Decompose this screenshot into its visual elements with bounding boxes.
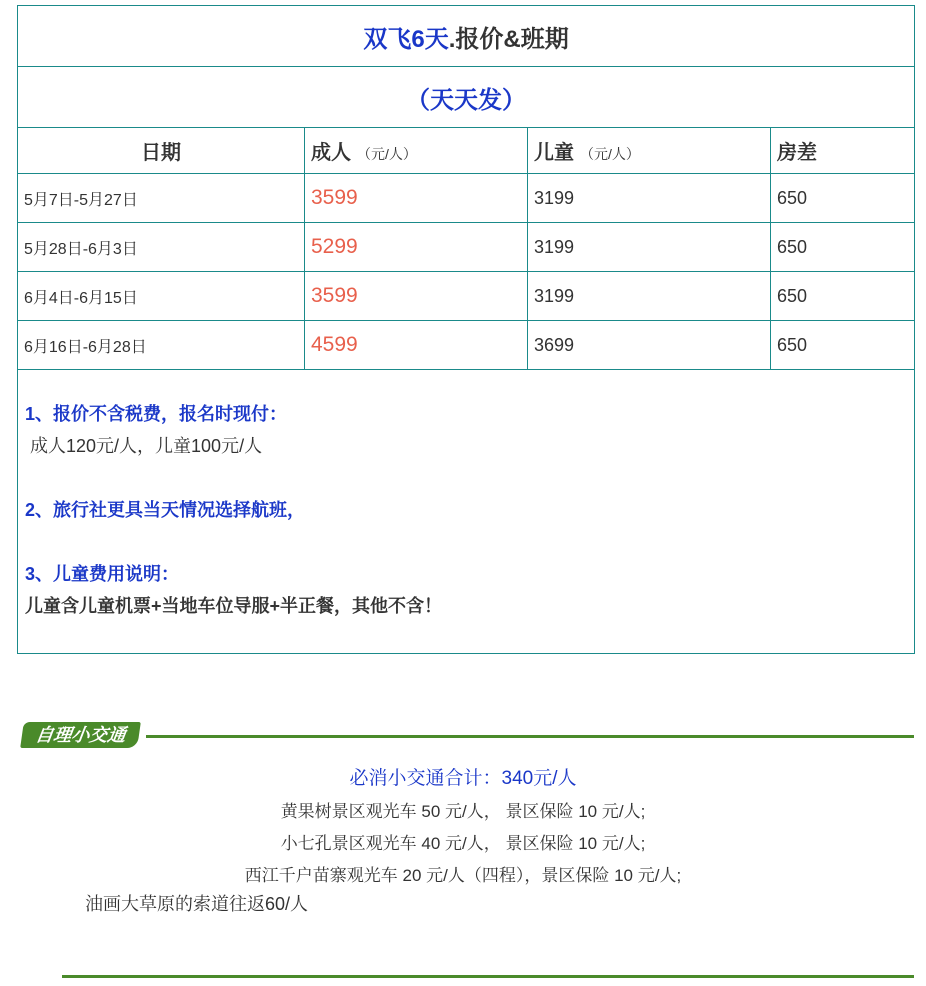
title-blue-part: 双飞6天 [363,25,449,53]
row-child-price: 3199 [528,174,771,223]
row-room-diff: 650 [771,174,915,223]
row-adult-price: 3599 [305,272,528,321]
header-child-unit: （元/人） [580,146,640,162]
note-3-title: 3、儿童费用说明： [25,564,180,584]
header-room-diff: 房差 [771,128,915,174]
note-1-title: 1、报价不含税费，报名时现付： [25,404,288,424]
header-adult [305,128,528,174]
transport-banner: 自理小交通 [20,722,141,748]
header-child [528,128,771,174]
header-adult-label: 成人 [311,142,351,164]
banner-divider [146,735,914,738]
row-child-price: 3199 [528,272,771,321]
table-row [18,223,915,272]
row-adult-price: 3599 [305,174,528,223]
row-room-diff: 650 [771,321,915,370]
row-adult-price: 5299 [305,223,528,272]
note-1-text: 成人120元/人，儿童100元/人 [30,436,263,456]
notes-section [18,370,915,654]
transport-line-1: 黄果树景区观光车 50 元/人， 景区保险 10 元/人; [280,802,646,821]
transport-total: 必消小交通合计：340元/人 [349,768,577,789]
header-adult-unit: （元/人） [357,146,417,162]
row-date: 5月28日-6月3日 [18,223,305,272]
row-date: 6月16日-6月28日 [18,321,305,370]
row-adult-price: 4599 [305,321,528,370]
transport-line-4: 油画大草原的索道往返60/人 [85,894,309,914]
table-row [18,174,915,223]
row-room-diff: 650 [771,223,915,272]
table-title [18,6,915,67]
title-dark-part: .报价&班期 [448,25,569,53]
note-3-text: 儿童含儿童机票+当地车位导服+半正餐，其他不含！ [25,596,443,616]
price-table [17,5,915,654]
bottom-divider [62,975,914,978]
header-date: 日期 [18,128,305,174]
transport-line-3: 西江千户苗寨观光车 20 元/人（四程），景区保险 10 元/人; [244,866,682,885]
header-child-label: 儿童 [534,142,574,164]
row-date: 6月4日-6月15日 [18,272,305,321]
note-2-title: 2、旅行社更具当天情况选择航班， [25,500,306,520]
row-date: 5月7日-5月27日 [18,174,305,223]
row-child-price: 3699 [528,321,771,370]
table-row [18,272,915,321]
table-subtitle: （天天发） [18,67,915,128]
transport-line-2: 小七孔景区观光车 40 元/人， 景区保险 10 元/人; [280,834,646,853]
row-room-diff: 650 [771,272,915,321]
row-child-price: 3199 [528,223,771,272]
table-row [18,321,915,370]
header-row [18,128,915,174]
